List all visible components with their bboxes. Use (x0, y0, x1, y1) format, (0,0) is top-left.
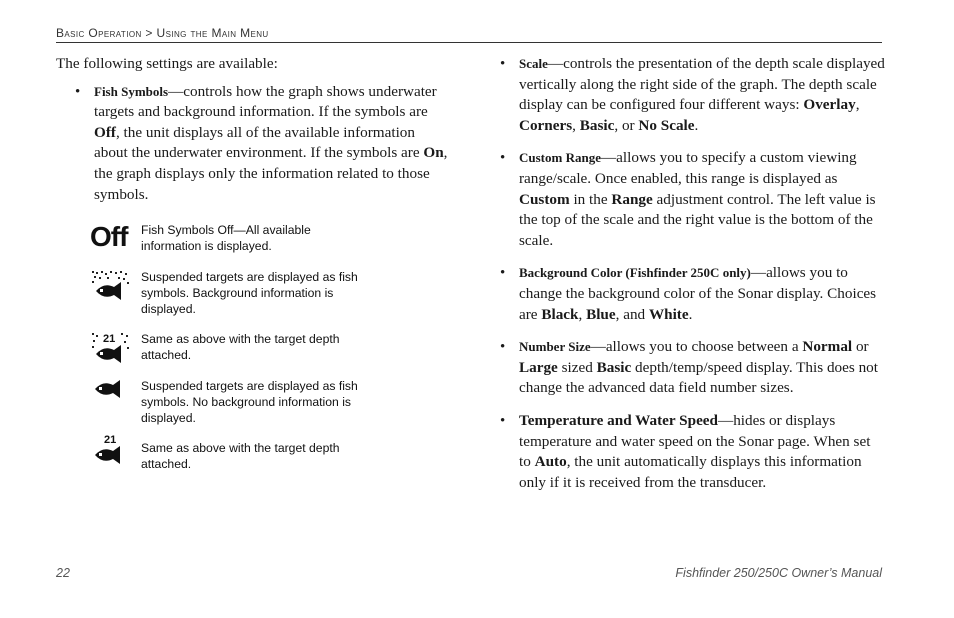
list-item-number-size (500, 337, 886, 399)
breadcrumb-separator: > (145, 26, 153, 40)
option-no-scale: No Scale (638, 116, 695, 134)
separator: , (572, 116, 580, 134)
desc-text: , the unit displays all of the available information about the underwater environment. If the symbols are (94, 123, 424, 162)
value-normal: Normal (802, 338, 853, 356)
desc-text: in the (569, 190, 612, 208)
breadcrumb (56, 26, 882, 43)
right-column (500, 54, 886, 505)
separator: , (578, 305, 587, 323)
symbol-caption: Fish Symbols Off—All available information is displayed. (141, 223, 311, 253)
right-settings-list (500, 54, 886, 493)
symbol-caption: Same as above with the target depth attached. (141, 332, 340, 362)
desc-text: or (852, 338, 869, 356)
bullet: • (75, 83, 81, 100)
off-text-icon: Off (90, 221, 128, 252)
term-scale: Scale (519, 56, 548, 71)
depth-label: 21 (103, 333, 116, 345)
term-temperature-water-speed: Temperature and Water Speed (519, 411, 718, 429)
breadcrumb-section: Basic Operation (56, 26, 142, 40)
option-overlay: Overlay (803, 96, 856, 114)
symbol-caption: Same as above with the target depth attached. (141, 441, 340, 471)
desc-text: —hides or displays temperature and water speed on the Sonar page. When set to (519, 411, 871, 471)
list-item-fish-symbols (56, 82, 451, 206)
separator: , (855, 96, 860, 114)
breadcrumb-page: Using the Main Menu (156, 26, 269, 40)
desc-text: , the unit automatically displays this information only if it is received from the transducer. (519, 453, 862, 491)
fish-with-background-icon (90, 269, 132, 303)
desc-text: —controls the presentation of the depth scale displayed vertically along the right side of the graph. The depth scale display can be configured four different ways: (519, 55, 885, 114)
term-custom-range: Custom Range (519, 150, 601, 166)
fish-depth-icon (90, 432, 132, 466)
option-corners: Corners (519, 116, 573, 134)
fish-icon (90, 378, 132, 412)
punctuation: . (694, 116, 699, 134)
left-settings-list (56, 82, 451, 206)
bullet: • (500, 339, 506, 356)
term-number-size: Number Size (519, 339, 591, 355)
separator: , and (615, 305, 649, 323)
symbol-caption: Suspended targets are displayed as fish symbols. Background information is displayed. (141, 270, 358, 316)
value-custom: Custom (519, 190, 570, 208)
left-column (56, 54, 451, 217)
symbol-caption: Suspended targets are displayed as fish symbols. No background information is displayed. (141, 379, 358, 425)
value-black: Black (541, 305, 579, 323)
desc-text: , the graph displays only the information related to those symbols. (94, 144, 448, 203)
intro-text: The following settings are available: (56, 55, 278, 72)
option-basic: Basic (579, 116, 615, 134)
value-large: Large (519, 358, 558, 376)
separator: , or (614, 116, 639, 134)
list-item-temp-speed (500, 411, 886, 493)
punctuation: . (688, 305, 693, 323)
manual-title: Fishfinder 250/250C Owner’s Manual (675, 566, 882, 580)
value-off: Off (94, 123, 116, 141)
value-white: White (648, 305, 689, 323)
value-blue: Blue (586, 305, 616, 323)
term-fish-symbols: Fish Symbols (94, 83, 169, 99)
value-range: Range (611, 190, 653, 208)
list-item-custom-range (500, 148, 886, 251)
bullet: • (500, 265, 506, 282)
page-number: 22 (56, 566, 70, 580)
desc-text: —allows you to change the background color of the Sonar display. Choices are (519, 264, 877, 323)
desc-text: —allows you to choose between a (590, 338, 803, 356)
term-background-color: Background Color (Fishfinder 250C only) (519, 265, 751, 281)
value-basic: Basic (596, 358, 632, 376)
value-auto: Auto (534, 453, 567, 471)
bullet: • (500, 150, 506, 167)
bullet: • (500, 56, 506, 72)
desc-text: adjustment control. The left value is the top of the scale and the right value is the bottom of the scale. (519, 190, 876, 249)
desc-text: sized (557, 358, 597, 376)
depth-label: 21 (104, 434, 117, 446)
bullet: • (500, 412, 506, 429)
list-item-scale (500, 54, 886, 136)
fish-with-background-depth-icon (90, 331, 132, 365)
desc-text: depth/temp/speed display. This does not change the advanced data field number sizes. (519, 358, 879, 397)
desc-text: —controls how the graph shows underwater targets and background information. If the symbols are (94, 82, 437, 121)
value-on: On (423, 144, 444, 162)
list-item-background-color (500, 263, 886, 325)
desc-text: —allows you to specify a custom viewing range/scale. Once enabled, this range is displayed as (519, 149, 857, 187)
